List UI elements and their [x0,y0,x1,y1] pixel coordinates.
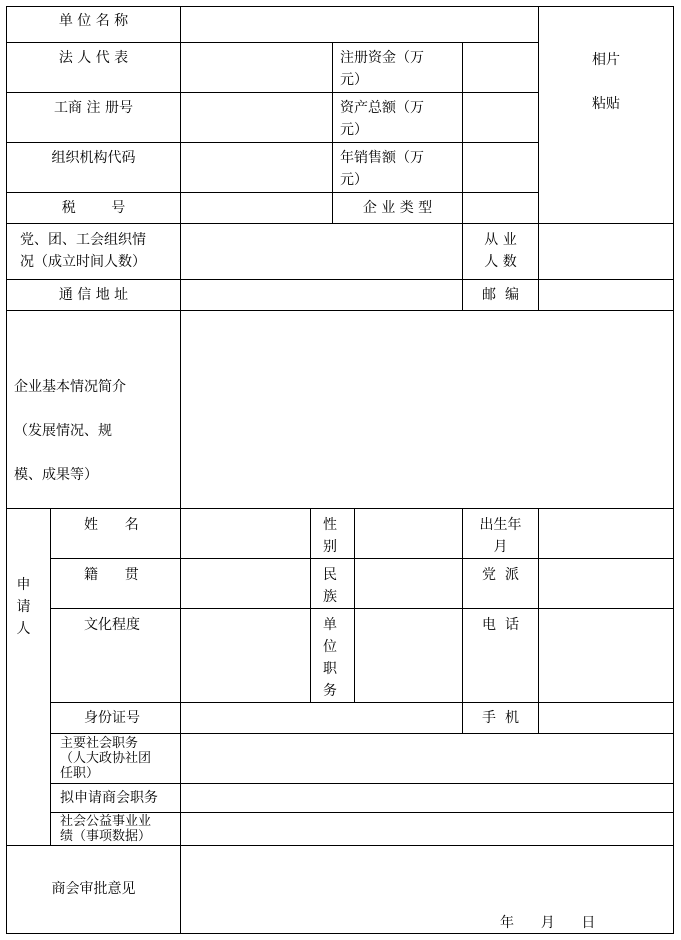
cell-total-assets-value[interactable] [462,92,539,143]
cell-name-value[interactable] [180,508,311,559]
party-org-label: 党、团、工会组织情 况（成立时间人数） [20,232,146,270]
mobile-label: 手 机 [482,710,519,726]
annual-sales-label: 年销售额（万 元） [340,150,424,188]
birth-label: 出生年 月 [479,517,522,555]
party-label: 党 派 [482,567,519,583]
name-label: 姓 名 [84,517,139,533]
cell-applicant-label [6,508,51,846]
chamber-position-label: 拟申请商会职务 [60,790,158,806]
total-assets-label: 资产总额（万 元） [340,100,424,138]
enterprise-type-label: 企 业 类 型 [362,200,433,216]
public-welfare-label: 社会公益事业业 绩（事项数据） [60,814,152,844]
approval-label: 商会审批意见 [51,881,136,897]
unit-name-label: 单 位 名 称 [58,13,129,29]
phone-label: 电 话 [482,617,519,633]
legal-rep-label: 法 人 代 表 [58,50,129,66]
approval-date: 年 月 日 [500,915,596,931]
cell-education-value[interactable] [180,608,311,703]
cell-party-value[interactable] [538,558,674,609]
postcode-label: 邮 编 [482,287,519,303]
cell-registered-capital-value[interactable] [462,42,539,93]
ethnicity-label: 民 族 [323,567,337,605]
registered-capital-label: 注册资金（万 元） [340,50,424,88]
employees-label: 从 业 人 数 [484,232,517,270]
tax-label: 税 号 [61,200,126,216]
social-positions-label: 主要社会职务 （人大政协社团 任职） [60,736,152,781]
cell-org-code-value[interactable] [180,142,333,193]
cell-chamber-position-value[interactable] [180,783,674,813]
cell-annual-sales-value[interactable] [462,142,539,193]
cell-phone-value[interactable] [538,608,674,703]
cell-id-value[interactable] [180,702,463,734]
cell-gender-value[interactable] [354,508,463,559]
cell-party-org-value[interactable] [180,223,463,280]
cell-mobile-value[interactable] [538,702,674,734]
org-code-label: 组织机构代码 [51,150,136,166]
applicant-label: 申 请 人 [16,577,31,637]
cell-postcode-value[interactable] [538,279,674,311]
gender-label: 性 别 [323,517,337,555]
cell-birth-value[interactable] [538,508,674,559]
cell-address-value[interactable] [180,279,463,311]
cell-public-welfare-value[interactable] [180,812,674,846]
cell-approval-value[interactable] [180,845,674,934]
cell-tax-value[interactable] [180,192,333,224]
intro-label: 企业基本情况简介 （发展情况、规 模、成果等） [14,379,126,483]
cell-unit-name-value[interactable] [180,6,539,43]
cell-enterprise-type-value[interactable] [462,192,539,224]
cell-ethnicity-value[interactable] [354,558,463,609]
cell-native-value[interactable] [180,558,311,609]
native-label: 籍 贯 [84,567,139,583]
cell-intro-value[interactable] [180,310,674,509]
cell-employees-value[interactable] [538,223,674,280]
position-label: 单 位 职 务 [323,617,337,699]
business-reg-label: 工商 注 册号 [54,100,133,116]
cell-legal-rep-value[interactable] [180,42,333,93]
photo-label-1: 相片 [592,52,620,68]
education-label: 文化程度 [84,617,140,633]
cell-position-value[interactable] [354,608,463,703]
photo-label-2: 粘贴 [592,96,620,112]
cell-photo[interactable] [538,6,674,224]
cell-social-positions-value[interactable] [180,733,674,784]
id-label: 身份证号 [84,710,140,726]
address-label: 通 信 地 址 [58,287,129,303]
cell-business-reg-value[interactable] [180,92,333,143]
